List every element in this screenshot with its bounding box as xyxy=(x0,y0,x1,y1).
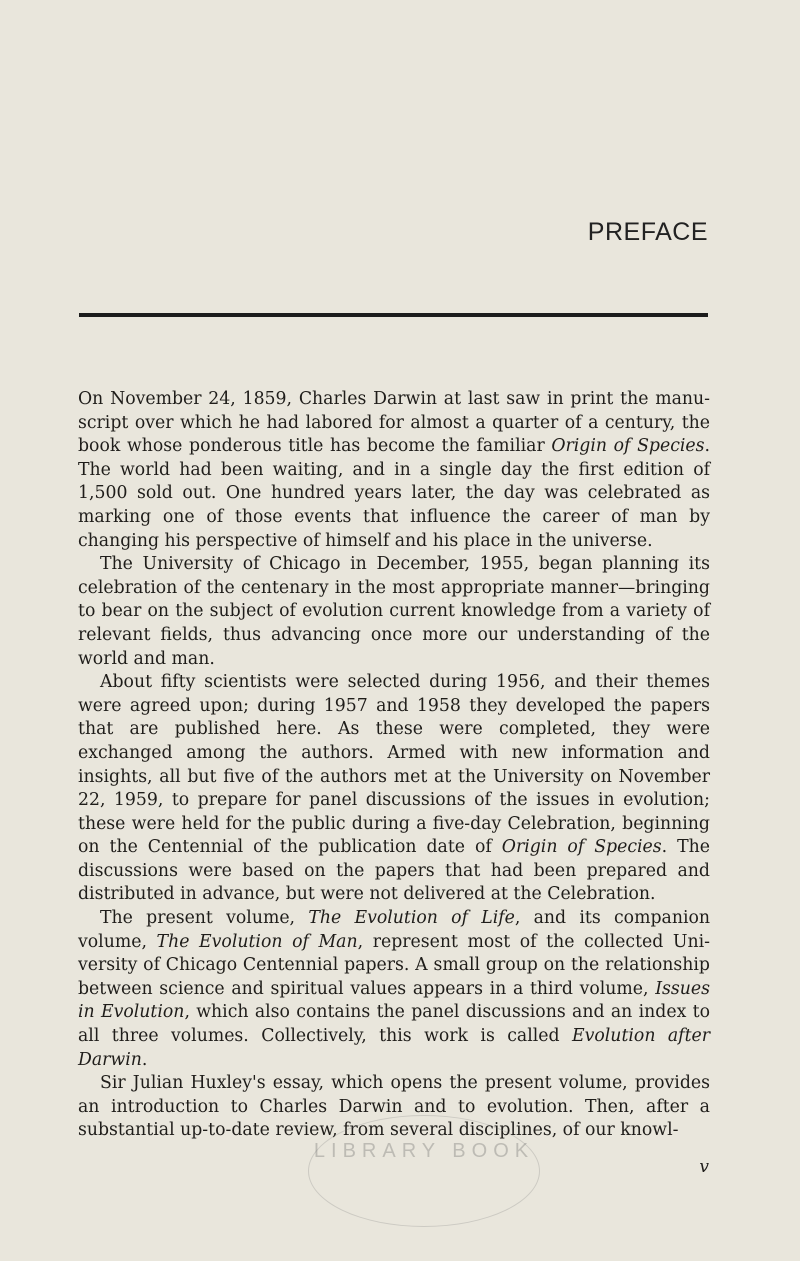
text-run: About fifty scientists were selected during 1956, and their themes were agreed upon; during 1957 and 1958 they developed the papers that are published here. As these were completed, they were exchanged among the authors. Armed with new information and insights, all but five of the authors met at the University on November 22, 1959, to prepare for panel discussions of the issues in evolution; these were held for the public during a five-day Celebration, beginning on the Centennial of the publication date of xyxy=(78,672,710,858)
paragraph xyxy=(78,907,710,1072)
paragraph xyxy=(78,553,710,671)
text-run: The University of Chicago in December, 1955, began planning its celebration of the centenary in the most appropriate manner—bringing to bear on the subject of evolution current knowledge from a variety of relevant fields, thus advancing once more our understanding of the world and man. xyxy=(78,554,710,669)
italic-title: The Evolution of Man xyxy=(156,931,358,952)
text-run: Sir Julian Huxley's essay, which opens the present volume, provides an introduction to Charles Darwin and to evolution. Then, after a substantial up-to-date review, from several disciplines, of our knowl- xyxy=(78,1073,710,1141)
text-run: On November 24, 1859, Charles Darwin at last saw in print the manuscript over which he had labored for almost a quarter of a century, the book whose ponderous title has become the familiar xyxy=(78,389,710,457)
text-run: . The world had been waiting, and in a single day the first edition of 1,500 sold out. One hundred years later, the day was celebrated as marking one of those events that influence the career of man by changing his perspective of himself and his place in the universe. xyxy=(78,436,711,551)
italic-title: Origin of Species xyxy=(501,837,662,858)
text-run: . xyxy=(141,1049,148,1070)
paragraph xyxy=(78,388,710,553)
text-run: , which also contains the panel discussions and an index to all three volumes. Collectively, this work is called xyxy=(78,1002,710,1047)
italic-title: Issues in Evolution xyxy=(78,978,710,1023)
text-run: The present volume, xyxy=(100,908,309,929)
title-rule xyxy=(79,313,708,317)
library-stamp xyxy=(308,1115,540,1227)
text-run: , represent most of the collected University of Chicago Centennial papers. A small group on the relationship between science and spiritual values appears in a third volume, xyxy=(78,931,710,999)
italic-title: Origin of Species xyxy=(551,436,705,457)
page-title: PREFACE xyxy=(587,218,708,246)
italic-title: Evolution after Darwin xyxy=(78,1026,710,1070)
text-run: . The discussions were based on the papers that had been prepared and distributed in advance, but were not delivered at the Celebration. xyxy=(78,837,711,905)
library-stamp-text: LIBRARY BOOK xyxy=(313,1140,535,1162)
paragraph xyxy=(78,671,710,907)
italic-title: The Evolution of Life xyxy=(308,908,515,929)
text-run: , and its companion volume, xyxy=(78,908,711,952)
page-number: v xyxy=(699,1157,709,1177)
body-text xyxy=(78,388,710,1143)
